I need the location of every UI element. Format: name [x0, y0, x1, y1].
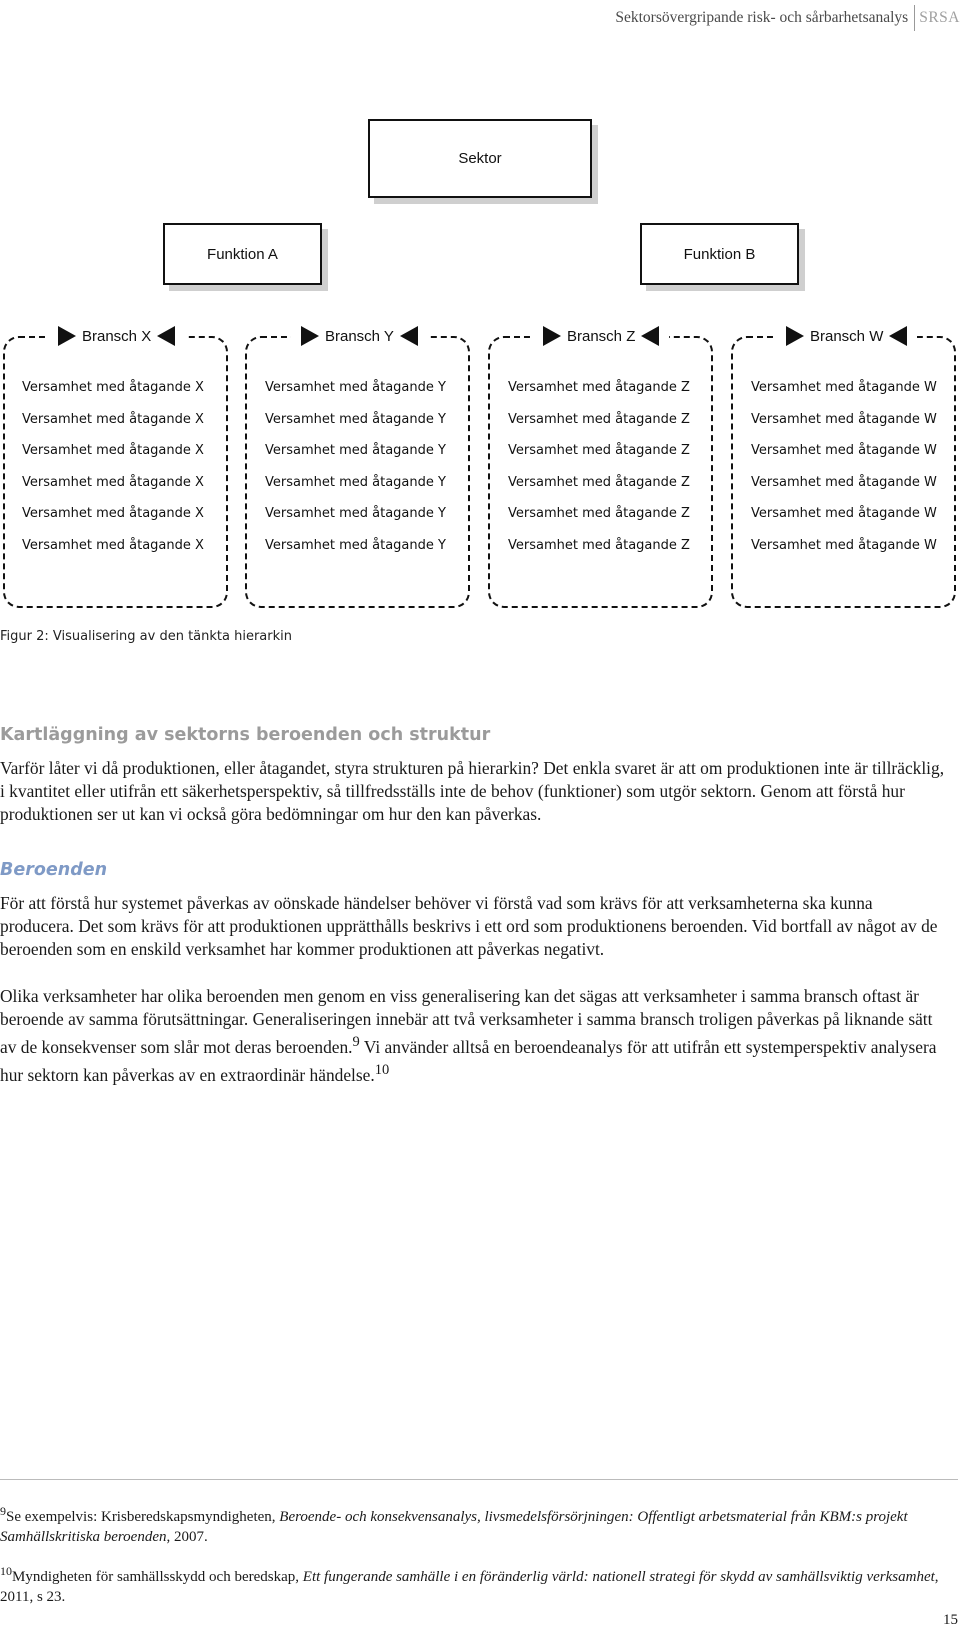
- paragraph-text: Vi använder alltså en beroendeanalys för att utifrån ett systemperspektiv analysera hur sektorn kan påverkas av en extraordinär händelse.: [0, 1036, 937, 1085]
- list-item: Versamhet med åtagande Y: [265, 443, 446, 459]
- list-item: Versamhet med åtagande W: [751, 411, 937, 427]
- list-item: Versamhet med åtagande Z: [508, 380, 690, 395]
- figure-caption: Figur 2: Visualisering av den tänkta hierarkin: [0, 629, 292, 644]
- branch-y-header: [291, 319, 428, 353]
- branch-z-label: Bransch Z: [567, 327, 636, 345]
- list-item: Versamhet med åtagande Z: [508, 537, 690, 553]
- branch-x-header: [48, 319, 185, 353]
- list-item: Versamhet med åtagande Z: [508, 474, 690, 490]
- footnote-ref: 9: [352, 1034, 360, 1050]
- list-item: Versamhet med åtagande X: [22, 411, 204, 427]
- header-title: Sektorsövergripande risk- och sårbarhetsanalys: [615, 9, 909, 26]
- arrow-right-icon: [543, 326, 561, 346]
- list-item: Versamhet med åtagande Z: [508, 443, 690, 459]
- footnote-ref: 10: [374, 1061, 390, 1078]
- footnote-number: 10: [0, 1564, 12, 1578]
- footnote-text: , 2007.: [166, 1529, 208, 1545]
- list-item: Versamhet med åtagande Y: [265, 474, 446, 490]
- arrow-left-icon: [157, 326, 175, 346]
- list-item: Versamhet med åtagande X: [22, 506, 204, 522]
- list-item: Versamhet med åtagande W: [751, 506, 937, 522]
- footnote-text: , 2011, s 23.: [0, 1569, 939, 1605]
- list-item: Versamhet med åtagande Y: [265, 411, 446, 427]
- list-item: Versamhet med åtagande X: [22, 474, 204, 490]
- list-item: Versamhet med åtagande Y: [265, 506, 446, 522]
- branch-w-list: [751, 372, 937, 562]
- arrow-right-icon: [58, 326, 76, 346]
- beroenden-paragraph-2: [0, 985, 945, 1087]
- branch-x-list: [22, 372, 204, 562]
- page-number: 15: [943, 1612, 958, 1628]
- list-item: Versamhet med åtagande Y: [265, 537, 446, 553]
- header-short: SRSA: [919, 9, 960, 26]
- paragraph-text: Olika verksamheter har olika beroenden men genom en viss generalisering kan det sägas att verksamheter i samma bransch oftast är beroende av samma förutsättningar. Generaliseringen innebär att två verksamheter i samma bransch troligen påverkas på liknande sätt av de konsekvenser som slår mot deras beroenden.: [0, 986, 933, 1057]
- list-item: Versamhet med åtagande X: [22, 443, 204, 459]
- node-funktion-a: [163, 223, 322, 285]
- arrow-right-icon: [786, 326, 804, 346]
- list-item: Versamhet med åtagande W: [751, 537, 937, 553]
- footnote-9: [0, 1501, 950, 1547]
- branch-w-header: [776, 319, 917, 353]
- branch-x-label: Bransch X: [82, 327, 152, 345]
- arrow-left-icon: [641, 326, 659, 346]
- list-item: Versamhet med åtagande X: [22, 537, 204, 553]
- list-item: Versamhet med åtagande X: [22, 380, 204, 395]
- list-item: Versamhet med åtagande W: [751, 380, 937, 395]
- node-funktion-a-label: Funktion A: [207, 245, 278, 263]
- footnote-divider: [0, 1479, 958, 1480]
- node-sektor: [368, 119, 592, 198]
- list-item: Versamhet med åtagande W: [751, 443, 937, 459]
- list-item: Versamhet med åtagande Y: [265, 380, 446, 395]
- footnote-text: Se exempelvis: Krisberedskapsmyndigheten,: [6, 1509, 280, 1525]
- footnote-title: Ett fungerande samhälle i en föränderlig värld: nationell strategi för skydd av samhällsviktig verksamhet: [302, 1569, 935, 1585]
- section-intro-paragraph: Varför låter vi då produktionen, eller åtagandet, styra strukturen på hierarkin? Det enkla svaret är att om produktionen inte är tillräcklig, i kvantitet eller utifrån ett säkerhetsperspektiv, så tillfredsställs inte de behov (funktioner) som utgör sektorn. Genom att förstå hur produktionen ser ut kan vi också göra bedömningar om hur den kan påverkas.: [0, 758, 945, 824]
- branch-z-list: [508, 372, 690, 562]
- node-funktion-b: [640, 223, 799, 285]
- branch-w-label: Bransch W: [810, 327, 884, 345]
- branch-y-list: [265, 372, 446, 562]
- section-heading: Kartläggning av sektorns beroenden och struktur: [0, 725, 491, 745]
- subsection-heading: Beroenden: [0, 860, 108, 880]
- footnote-10: [0, 1561, 950, 1607]
- node-funktion-b-label: Funktion B: [683, 245, 756, 263]
- arrow-right-icon: [301, 326, 319, 346]
- beroenden-paragraph-1: För att förstå hur systemet påverkas av oönskade händelser behöver vi förstå vad som krävs för att verksamheterna ska kunna producera. Det som krävs för att produktionen upprätthålls beskrivs i ett ord som produktionens beroenden. Vid bortfall av något av de beroenden som en enskild verksamhet har kommer produktionen att påverkas negativt.: [0, 893, 938, 959]
- footnote-number: 9: [0, 1504, 6, 1518]
- list-item: Versamhet med åtagande Z: [508, 506, 690, 522]
- arrow-left-icon: [400, 326, 418, 346]
- running-header: [615, 5, 960, 31]
- node-sektor-label: Sektor: [458, 150, 502, 167]
- footnote-text: Myndigheten för samhällsskydd och beredskap,: [12, 1569, 303, 1585]
- footnote-title: Beroende- och konsekvensanalys, livsmedelsförsörjningen: Offentligt arbetsmaterial från KBM:s projekt Samhällskritiska beroenden: [0, 1509, 908, 1545]
- branch-z-header: [533, 319, 669, 353]
- arrow-left-icon: [889, 326, 907, 346]
- branch-y-label: Bransch Y: [325, 327, 394, 345]
- list-item: Versamhet med åtagande W: [751, 474, 937, 490]
- list-item: Versamhet med åtagande Z: [508, 411, 690, 427]
